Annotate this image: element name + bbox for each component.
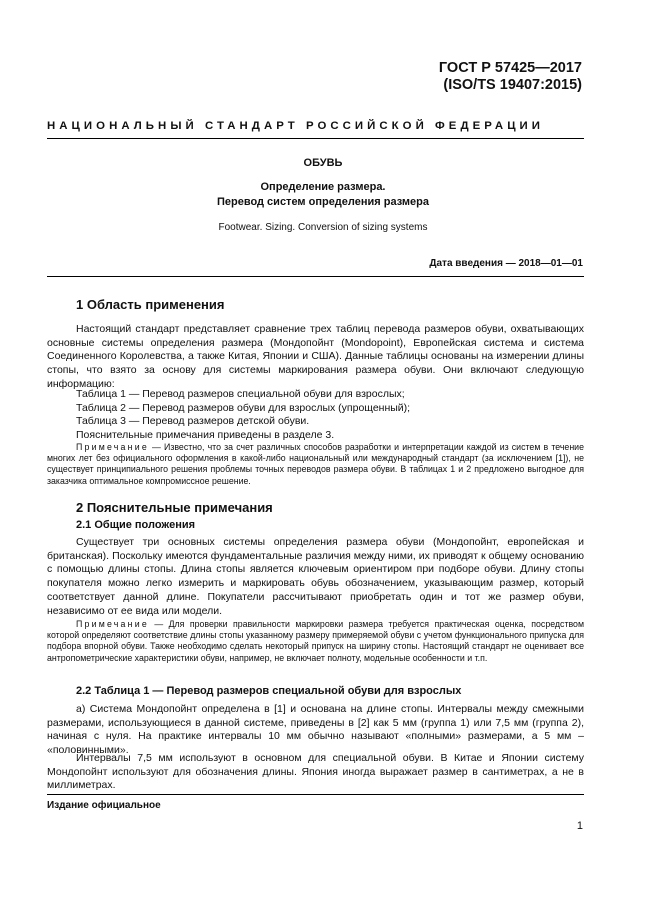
- section-1-paragraph: Настоящий стандарт представляет сравнение трех таблиц перевода размеров обуви, охватывающих основные системы определения размера (Мондопойнт (Mondopoint), Европейская система и система Соединенного Королевства, а также Китая, Японии и США). Данные таблицы основаны на измерении длины стопы, что взято за основу для системы маркирования размера обуви. Они включают следующую информацию:: [47, 323, 584, 390]
- table-list: [76, 388, 584, 443]
- list-item: Таблица 3 — Перевод размеров детской обуви.: [76, 415, 310, 428]
- header-divider: [47, 138, 584, 139]
- section-2-heading: 2 Пояснительные примечания: [76, 500, 273, 515]
- section-1-note: [47, 442, 584, 487]
- subsection-2-1-heading: 2.1 Общие положения: [76, 519, 196, 531]
- national-standard-banner: НАЦИОНАЛЬНЫЙ СТАНДАРТ РОССИЙСКОЙ ФЕДЕРАЦИИ: [47, 120, 545, 132]
- subsection-2-2-paragraph-a: а) Система Мондопойнт определена в [1] и основана на длине стопы. Интервалы между смежными размерами, использующиеся в данной системе, приведены в [2] как 5 мм (группа 1) или 7,5 мм (группа 2), начиная с нуля. На практике интервалы 10 мм обычно называют «полными» размерами, а 5 мм – «половинными».: [47, 703, 584, 757]
- note-label: Примечание: [76, 619, 149, 629]
- official-edition-label: Издание официальное: [47, 800, 161, 811]
- page-number: 1: [576, 820, 583, 832]
- subtitle-line-2: Перевод систем определения размера: [216, 196, 430, 208]
- subsection-2-1-paragraph: Существует три основных системы определения размера обуви (Мондопойнт, европейская и британская). Поскольку имеются фундаментальные различия между ними, их приводят к общему основанию с помощью длины стопы. Длина стопы является ключевым ориентиром при подборе обуви. Длину стопы покупателя можно легко измерить и маркировать обувь обозначением, указывающим размер, который соответствует данной длине. Покупатели рассчитывают приобретать один и тот же размер обуви, независимо от ее вида или модели.: [47, 536, 584, 617]
- list-item: Таблица 1 — Перевод размеров специальной обуви для взрослых;: [76, 388, 405, 400]
- introduction-date: Дата введения — 2018—01—01: [429, 258, 583, 269]
- footer-divider: [47, 794, 584, 795]
- subsection-2-2-paragraph-b: Интервалы 7,5 мм используют в основном для специальной обуви. В Китае и Японии систему Мондопойнт используют для обозначения длины. Япония иногда выражает размер в сантиметрах, а не в миллиметрах.: [47, 752, 584, 792]
- english-title: Footwear. Sizing. Conversion of sizing systems: [218, 222, 428, 233]
- document-title: ОБУВЬ: [303, 157, 343, 169]
- document-subtitle: [0, 180, 646, 210]
- date-divider: [47, 276, 584, 277]
- section-2-note: [47, 619, 584, 664]
- gost-number: ГОСТ Р 57425—2017: [438, 60, 582, 76]
- note-label: Примечание: [76, 442, 149, 452]
- subsection-2-2-heading: 2.2 Таблица 1 — Перевод размеров специальной обуви для взрослых: [76, 685, 462, 697]
- list-item: Таблица 2 — Перевод размеров обуви для взрослых (упрощенный);: [76, 401, 411, 414]
- note-text: — Для проверки правильности маркировки размера требуется практическая оценка, посредством которой определяют соответствие длины стопы указанному размеру примеряемой обуви с учетом функционального припуска для подбора впорной обуви. Также необходимо сделать некоторый припуск на ширину стопы. Настоящий стандарт не оценивает все антропометрические характеристики обуви, например, не включает полноту, модельные особенности и т.п.: [47, 619, 584, 663]
- section-1-heading: 1 Область применения: [76, 297, 225, 312]
- list-item: Пояснительные примечания приведены в разделе 3.: [76, 429, 335, 442]
- note-text: — Известно, что за счет различных способов разработки и интерпретации каждой из систем в течение многих лет без официального оформления в какой-либо национальный или международный стандарт (за исключением [1]), не существует принципиального решения проблемы точных переводов размера обуви. В таблицах 1 и 2 предложено выгодное для заказчика оптимальное компромиссное решение.: [47, 442, 584, 486]
- subtitle-line-1: Определение размера.: [260, 181, 386, 193]
- standard-designation: [439, 60, 582, 94]
- iso-reference: (ISO/TS 19407:2015): [443, 77, 582, 93]
